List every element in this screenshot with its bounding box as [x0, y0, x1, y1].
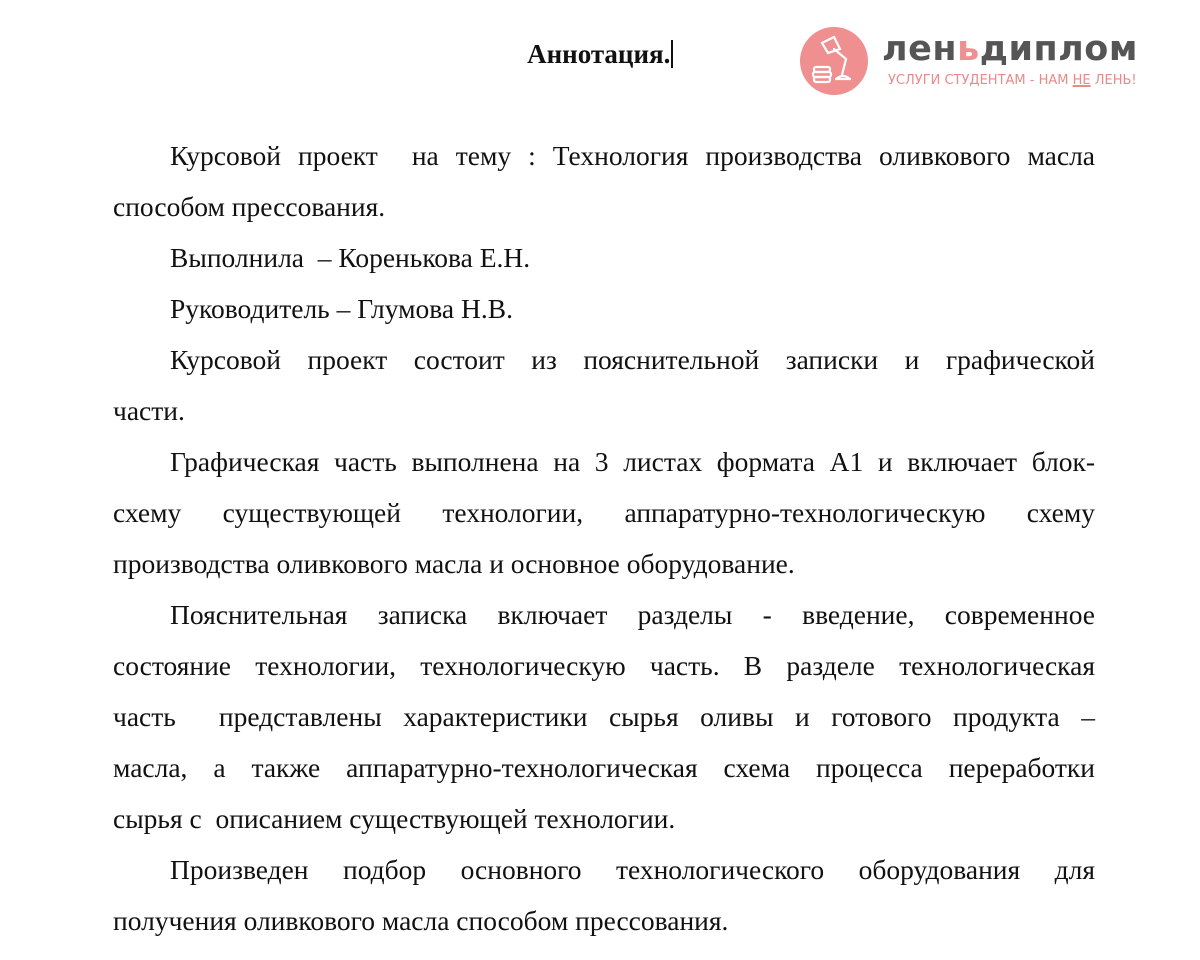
paragraph: [113, 589, 1095, 844]
paragraph-line: Руководитель – Глумова Н.В.: [170, 293, 513, 324]
paragraph-line: Графическая часть выполнена на 3 листах формата А1 и включает блок-: [170, 446, 1095, 477]
paragraph-line: получения оливкового масла способом прессования.: [113, 905, 729, 936]
document-title: Аннотация.: [0, 36, 1200, 72]
paragraph-line: схему существующей технологии, аппаратурно-технологическую схему: [113, 497, 1095, 528]
paragraph: [113, 844, 1095, 946]
text-cursor: [671, 40, 673, 68]
paragraph-line: масла, а также аппаратурно-технологическая схема процесса переработки: [113, 752, 1095, 783]
logo-tagline: УСЛУГИ СТУДЕНТАМ - НАМ НЕ ЛЕНЬ!: [888, 73, 1137, 88]
paragraph-line: Курсовой проект на тему : Технология производства оливкового масла: [170, 140, 1095, 171]
paragraph-line: состояние технологии, технологическую часть. В разделе технологическая: [113, 650, 1095, 681]
paragraph: [113, 130, 1095, 232]
paragraph-line: Выполнила – Коренькова Е.Н.: [170, 242, 531, 273]
paragraph-line: Курсовой проект состоит из пояснительной записки и графической: [170, 344, 1095, 375]
paragraph: [113, 436, 1095, 589]
paragraph-line: производства оливкового масла и основное оборудование.: [113, 548, 795, 579]
paragraph: [113, 334, 1095, 436]
paragraph: [113, 283, 1095, 334]
paragraph: [113, 232, 1095, 283]
paragraph-line: Произведен подбор основного технологического оборудования для: [170, 854, 1095, 885]
paragraph-line: часть представлены характеристики сырья оливы и готового продукта –: [113, 701, 1095, 732]
logo-wordmark: леньдиплом: [882, 29, 1138, 69]
document-body[interactable]: [113, 130, 1095, 946]
paragraph-line: Пояснительная записка включает разделы - введение, современное: [170, 599, 1095, 630]
paragraph-line: части.: [113, 395, 185, 426]
paragraph-line: сырья с описанием существующей технологии.: [113, 803, 676, 834]
paragraph-line: способом прессования.: [113, 191, 386, 222]
